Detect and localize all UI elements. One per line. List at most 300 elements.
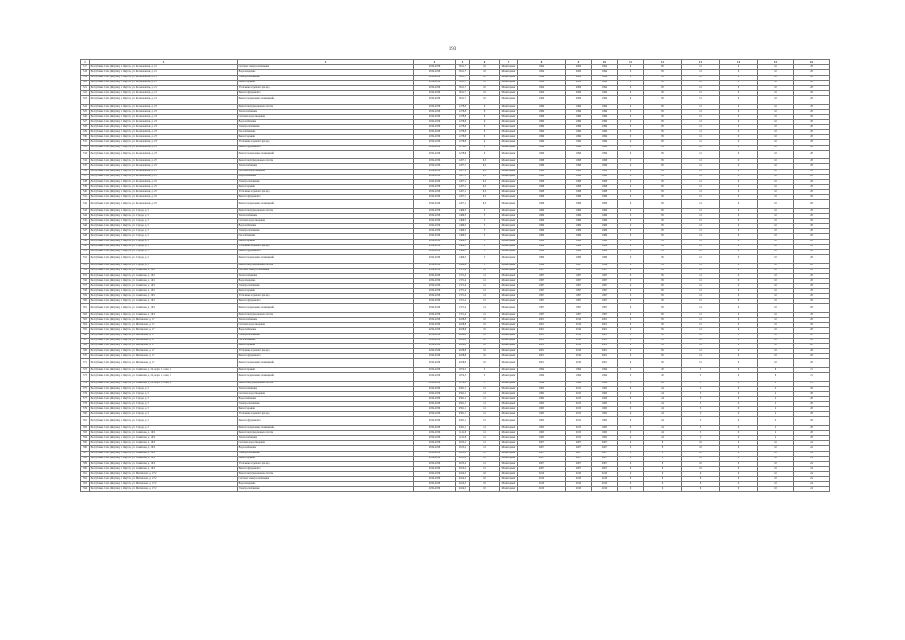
cell-b: 2015 — [566, 417, 592, 426]
table-row — [81, 358, 830, 367]
cell-n: 552 — [81, 254, 90, 263]
cell-per: 2034-2036 — [414, 426, 456, 431]
cell-d: 0 — [618, 65, 644, 70]
cell-n: 553 — [81, 263, 90, 268]
cell-b: 1999 — [566, 130, 592, 135]
cell-y: 1999 — [518, 145, 566, 150]
cell-i: 28 — [794, 169, 830, 174]
cell-src: Мониторинг — [500, 244, 518, 249]
cell-g: 0 — [720, 294, 758, 299]
cell-g: 0 — [720, 391, 758, 396]
cell-src: Мониторинг — [500, 75, 518, 80]
cell-n: 579 — [81, 407, 90, 412]
cell-y: 1997 — [518, 273, 566, 278]
cell-c: 1969 — [592, 254, 618, 263]
cell-per: 2034-2036 — [414, 249, 456, 254]
cell-area: 4168,8 — [456, 338, 470, 343]
cell-y: 1994 — [518, 372, 566, 381]
cell-c: 1999 — [592, 145, 618, 150]
cell-e: 85 — [644, 214, 682, 219]
cell-c: 1995 — [592, 391, 618, 396]
cell-i: 28 — [794, 254, 830, 263]
cell-d: 0 — [618, 482, 644, 487]
cell-work: Ремонт фундамента — [238, 417, 414, 426]
cell-work: Водоотведение — [238, 278, 414, 283]
cell-e: 8 — [644, 441, 682, 446]
cell-e: 8 — [644, 446, 682, 451]
cell-c: 1997 — [592, 299, 618, 304]
cell-e: 85 — [644, 135, 682, 140]
cell-src: Мониторинг — [500, 80, 518, 85]
cell-addr: Республика Саха (Якутия), г. Якутск, ул. Строда, д. 5 — [90, 244, 238, 249]
cell-c: 1998 — [592, 200, 618, 209]
cell-y: 1969 — [518, 219, 566, 224]
cell-n: 556 — [81, 278, 90, 283]
cell-e: 85 — [644, 273, 682, 278]
cell-h: 10 — [758, 120, 794, 125]
cell-n: 576 — [81, 391, 90, 396]
cell-e: 85 — [644, 120, 682, 125]
cell-h: 10 — [758, 169, 794, 174]
cell-y: 2001 — [518, 328, 566, 333]
cell-d: 0 — [618, 313, 644, 318]
cell-i: 28 — [794, 75, 830, 80]
cell-d: 0 — [618, 426, 644, 431]
cell-area: 1469,5 — [456, 224, 470, 229]
cell-b: 1997 — [566, 299, 592, 304]
cell-src: Мониторинг — [500, 109, 518, 114]
cell-g: 0 — [720, 189, 758, 194]
cell-addr: Республика Саха (Якутия), г. Якутск, ул. Космонавтов, д. 25 — [90, 195, 238, 200]
cell-fl: 12 — [470, 426, 500, 431]
cell-fl: 10 — [470, 70, 500, 75]
cell-y: 1998 — [518, 174, 566, 179]
cell-i: 24 — [794, 461, 830, 466]
cell-b: 1994 — [566, 367, 592, 372]
cell-c: 1998 — [592, 184, 618, 189]
cell-fl: 12 — [470, 456, 500, 461]
cell-per: 2034-2036 — [414, 407, 456, 412]
cell-n: 521 — [81, 85, 90, 90]
cell-n: 517 — [81, 65, 90, 70]
cell-fl: 12 — [470, 304, 500, 313]
cell-y: 1997 — [518, 268, 566, 273]
cell-g: 0 — [720, 208, 758, 213]
cell-addr: Республика Саха (Якутия), г. Якутск, ул. Космонавтов, д. 25 — [90, 200, 238, 209]
cell-src: Мониторинг — [500, 358, 518, 367]
cell-fl: 12 — [470, 441, 500, 446]
cell-g: 0 — [720, 109, 758, 114]
cell-work: Ремонт крыши — [238, 367, 414, 372]
cell-y: 2010 — [518, 471, 566, 476]
cell-src: Мониторинг — [500, 333, 518, 338]
cell-n: 541 — [81, 195, 90, 200]
cell-d: 0 — [618, 412, 644, 417]
cell-i: 28 — [794, 348, 830, 353]
cell-work: Ремонт крыши — [238, 135, 414, 140]
cell-i: 28 — [794, 195, 830, 200]
cell-i: 24 — [794, 477, 830, 482]
cell-fl: 12 — [470, 466, 500, 471]
cell-i: 28 — [794, 328, 830, 333]
cell-area: 1469,5 — [456, 229, 470, 234]
cell-work: Электроснабжение — [238, 283, 414, 288]
cell-i: 28 — [794, 164, 830, 169]
cell-e: 85 — [644, 358, 682, 367]
cell-fl: 12 — [470, 294, 500, 299]
cell-fl: 5 — [470, 219, 500, 224]
cell-f: 12 — [682, 219, 720, 224]
cell-fl: 10 — [470, 90, 500, 95]
cell-work: Электроснабжение — [238, 487, 414, 492]
cell-d: 0 — [618, 268, 644, 273]
cell-i: 28 — [794, 150, 830, 159]
cell-fl: 9 — [470, 150, 500, 159]
cell-n: 534 — [81, 159, 90, 164]
cell-g: 0 — [720, 214, 758, 219]
cell-e: 85 — [644, 304, 682, 313]
cell-fl: 10 — [470, 338, 500, 343]
cell-y: 1994 — [518, 65, 566, 70]
cell-work: Ремонт подвальных помещений — [238, 254, 414, 263]
cell-f: 12 — [682, 179, 720, 184]
cell-n: 575 — [81, 386, 90, 391]
cell-y: 1969 — [518, 249, 566, 254]
cell-per: 2034-2036 — [414, 95, 456, 104]
cell-i: 28 — [794, 224, 830, 229]
cell-i: 28 — [794, 431, 830, 436]
cell-c: 2007 — [592, 446, 618, 451]
cell-b: 2007 — [566, 466, 592, 471]
cell-g: 0 — [720, 159, 758, 164]
cell-per: 2034-2036 — [414, 70, 456, 75]
cell-n: 535 — [81, 164, 90, 169]
cell-work: Утепление и ремонт фасада — [238, 412, 414, 417]
cell-n: 543 — [81, 208, 90, 213]
cell-addr: Республика Саха (Якутия), г. Якутск, ул. Космонавтов, д. 21 — [90, 70, 238, 75]
cell-area: 3611,7 — [456, 65, 470, 70]
cell-work: Ремонт подвальных помещений — [238, 304, 414, 313]
cell-work: Система водоотведения — [238, 441, 414, 446]
cell-e: 85 — [644, 343, 682, 348]
cell-src: Мониторинг — [500, 348, 518, 353]
cell-g: 0 — [720, 234, 758, 239]
cell-fl: 10 — [470, 323, 500, 328]
cell-work: Ремонт крыши — [238, 184, 414, 189]
cell-area: 4168,8 — [456, 358, 470, 367]
cell-c: 1994 — [592, 65, 618, 70]
cell-work: Утепление и ремонт фасада — [238, 244, 414, 249]
cell-h: 10 — [758, 263, 794, 268]
cell-d: 0 — [618, 431, 644, 436]
cell-per: 2034-2036 — [414, 268, 456, 273]
cell-d: 0 — [618, 208, 644, 213]
cell-area: 1207,1 — [456, 200, 470, 209]
cell-src: Мониторинг — [500, 407, 518, 412]
cell-n: 569 — [81, 348, 90, 353]
cell-y: 1998 — [518, 169, 566, 174]
cell-per: 2034-2036 — [414, 482, 456, 487]
cell-g: 0 — [720, 407, 758, 412]
cell-per: 2034-2036 — [414, 104, 456, 109]
cell-addr: Республика Саха (Якутия), г. Якутск, ул. Строда, д. 5 — [90, 254, 238, 263]
cell-d: 0 — [618, 229, 644, 234]
cell-i: 28 — [794, 417, 830, 426]
cell-area: 1141,8 — [456, 436, 470, 441]
cell-d: 0 — [618, 294, 644, 299]
cell-e: 85 — [644, 299, 682, 304]
cell-work: Электроснабжение — [238, 229, 414, 234]
cell-b: 2010 — [566, 477, 592, 482]
cell-src: Мониторинг — [500, 436, 518, 441]
cell-h: 10 — [758, 318, 794, 323]
cell-h: 10 — [758, 130, 794, 135]
cell-g: 0 — [720, 338, 758, 343]
cell-src: Мониторинг — [500, 471, 518, 476]
cell-y: 2010 — [518, 487, 566, 492]
cell-e: 24 — [644, 417, 682, 426]
cell-c: 1994 — [592, 372, 618, 381]
cell-fl: 9 — [470, 125, 500, 130]
cell-n: 544 — [81, 214, 90, 219]
cell-e: 20 — [644, 381, 682, 386]
cell-work: Теплоснабжение — [238, 164, 414, 169]
cell-b: 1999 — [566, 135, 592, 140]
cell-h: 2 — [758, 436, 794, 441]
cell-y: 2010 — [518, 477, 566, 482]
cell-c: 1969 — [592, 229, 618, 234]
cell-src: Мониторинг — [500, 95, 518, 104]
cell-h: 10 — [758, 304, 794, 313]
cell-area: 2498,6 — [456, 263, 470, 268]
cell-e: 85 — [644, 159, 682, 164]
cell-addr: Республика Саха (Якутия), г. Якутск, ул. Семёнова, д. 22, корп. 1, секц. 1 — [90, 372, 238, 381]
cell-per: 2034-2036 — [414, 273, 456, 278]
cell-g: 0 — [720, 229, 758, 234]
cell-y: 1994 — [518, 85, 566, 90]
cell-e: 24 — [644, 386, 682, 391]
cell-work: Ремонт подвальных помещений — [238, 426, 414, 431]
cell-per: 2034-2036 — [414, 239, 456, 244]
cell-src: Мониторинг — [500, 396, 518, 401]
cell-work: Система электроснабжения — [238, 65, 414, 70]
cell-y: 2001 — [518, 318, 566, 323]
cell-per: 2034-2036 — [414, 145, 456, 150]
cell-f: 12 — [682, 184, 720, 189]
cell-g: 0 — [720, 70, 758, 75]
cell-i: 28 — [794, 412, 830, 417]
cell-e: 85 — [644, 130, 682, 135]
cell-area: 1278,8 — [456, 109, 470, 114]
cell-n: 531 — [81, 140, 90, 145]
cell-i: 28 — [794, 140, 830, 145]
cell-e: 85 — [644, 289, 682, 294]
cell-d: 0 — [618, 80, 644, 85]
cell-f: 12 — [682, 318, 720, 323]
cell-d: 0 — [618, 219, 644, 224]
cell-area: 1207,1 — [456, 195, 470, 200]
header-cell: 14 — [720, 60, 758, 65]
cell-work: Водоснабжение — [238, 174, 414, 179]
cell-f: 10 — [682, 466, 720, 471]
cell-c: 2010 — [592, 477, 618, 482]
cell-e: 85 — [644, 219, 682, 224]
cell-fl: 12 — [470, 386, 500, 391]
cell-src: Мониторинг — [500, 130, 518, 135]
cell-work: Теплоснабжение — [238, 386, 414, 391]
cell-y: 1969 — [518, 224, 566, 229]
cell-b: 2015 — [566, 391, 592, 396]
cell-work: Газоснабжение — [238, 234, 414, 239]
cell-per: 2034-2036 — [414, 120, 456, 125]
cell-addr: Республика Саха (Якутия), г. Якутск, ул. Мегинская, д. 17 — [90, 338, 238, 343]
cell-i: 21 — [794, 381, 830, 386]
cell-f: 12 — [682, 328, 720, 333]
cell-y: 2001 — [518, 333, 566, 338]
cell-area: 1207,1 — [456, 184, 470, 189]
cell-per: 2034-2036 — [414, 343, 456, 348]
cell-src: Мониторинг — [500, 381, 518, 386]
cell-f: 12 — [682, 244, 720, 249]
cell-e: 85 — [644, 338, 682, 343]
cell-per: 2034-2036 — [414, 114, 456, 119]
cell-c: 2001 — [592, 333, 618, 338]
cell-i: 24 — [794, 441, 830, 446]
cell-d: 0 — [618, 436, 644, 441]
cell-per: 2034-2036 — [414, 244, 456, 249]
cell-work: Электроснабжение — [238, 75, 414, 80]
cell-c: 1994 — [592, 80, 618, 85]
cell-y: 1995 — [518, 386, 566, 391]
cell-work: Теплоснабжение — [238, 109, 414, 114]
cell-h: 10 — [758, 189, 794, 194]
cell-addr: Республика Саха (Якутия), г. Якутск, ул. Мегинская, д. 17 — [90, 343, 238, 348]
cell-g: 0 — [720, 130, 758, 135]
cell-b: 2007 — [566, 446, 592, 451]
cell-e: 85 — [644, 109, 682, 114]
cell-e: 24 — [644, 407, 682, 412]
cell-c: 1996 — [592, 263, 618, 268]
cell-area: 3611,7 — [456, 85, 470, 90]
cell-src: Мониторинг — [500, 263, 518, 268]
cell-n: 587 — [81, 451, 90, 456]
cell-h: 10 — [758, 214, 794, 219]
cell-work: Система водоотведения — [238, 323, 414, 328]
cell-h: 10 — [758, 85, 794, 90]
cell-f: 12 — [682, 200, 720, 209]
cell-h: 10 — [758, 125, 794, 130]
cell-b: 1997 — [566, 273, 592, 278]
cell-y: 2001 — [518, 343, 566, 348]
cell-f: 12 — [682, 283, 720, 288]
cell-b: 2010 — [566, 353, 592, 358]
cell-work: Утепление и ремонт фасада — [238, 294, 414, 299]
cell-f: 12 — [682, 140, 720, 145]
cell-fl: 10 — [470, 75, 500, 80]
cell-src: Мониторинг — [500, 254, 518, 263]
cell-area: 1207,1 — [456, 179, 470, 184]
cell-f: 10 — [682, 446, 720, 451]
cell-d: 0 — [618, 95, 644, 104]
cell-work: Ремонт подвальных помещений — [238, 372, 414, 381]
cell-g: 0 — [720, 254, 758, 263]
cell-n: 588 — [81, 456, 90, 461]
cell-n: 539 — [81, 184, 90, 189]
cell-work: Ремонт внутридомовых систем — [238, 208, 414, 213]
cell-g: 0 — [720, 396, 758, 401]
cell-y: 2007 — [518, 451, 566, 456]
cell-c: 1999 — [592, 109, 618, 114]
cell-area: 1207,1 — [456, 174, 470, 179]
cell-b: 2010 — [566, 333, 592, 338]
cell-f: 12 — [682, 150, 720, 159]
cell-h: 2 — [758, 412, 794, 417]
cell-src: Мониторинг — [500, 299, 518, 304]
cell-i: 28 — [794, 278, 830, 283]
cell-n: 519 — [81, 75, 90, 80]
cell-f: 12 — [682, 109, 720, 114]
cell-work: Ремонт внутридомовых систем — [238, 313, 414, 318]
cell-d: 0 — [618, 234, 644, 239]
cell-work: Система водоотведения — [238, 219, 414, 224]
cell-fl: 10 — [470, 353, 500, 358]
cell-e: 85 — [644, 174, 682, 179]
cell-n: 532 — [81, 145, 90, 150]
cell-i: 28 — [794, 268, 830, 273]
cell-per: 2034-2036 — [414, 358, 456, 367]
cell-h: 10 — [758, 451, 794, 456]
cell-src: Мониторинг — [500, 487, 518, 492]
cell-f: 3 — [682, 391, 720, 396]
cell-f: 12 — [682, 164, 720, 169]
cell-g: 0 — [720, 386, 758, 391]
cell-d: 0 — [618, 263, 644, 268]
cell-g: 0 — [720, 461, 758, 466]
cell-h: 10 — [758, 299, 794, 304]
cell-c: 1969 — [592, 249, 618, 254]
cell-fl: 9 — [470, 104, 500, 109]
cell-addr: Республика Саха (Якутия), г. Якутск, ул. Семёнова, д. 16/2 — [90, 466, 238, 471]
cell-work: Система водоотведения — [238, 391, 414, 396]
cell-c: 1999 — [592, 104, 618, 109]
cell-addr: Республика Саха (Якутия), г. Якутск, ул. Космонавтов, д. 23 — [90, 130, 238, 135]
cell-b: 2010 — [566, 318, 592, 323]
cell-addr: Республика Саха (Якутия), г. Якутск, ул. Строда, д. 5 — [90, 224, 238, 229]
cell-d: 0 — [618, 396, 644, 401]
cell-fl: 9,5 — [470, 200, 500, 209]
cell-area: 1371,4 — [456, 304, 470, 313]
cell-g: 0 — [720, 135, 758, 140]
cell-fl: 12 — [470, 283, 500, 288]
cell-per: 2034-2036 — [414, 402, 456, 407]
cell-n: 577 — [81, 396, 90, 401]
cell-c: 1997 — [592, 289, 618, 294]
cell-h: 10 — [758, 254, 794, 263]
cell-n: 561 — [81, 304, 90, 313]
cell-per: 2034-2036 — [414, 164, 456, 169]
cell-work: Теплоснабжение — [238, 214, 414, 219]
cell-per: 2034-2036 — [414, 278, 456, 283]
cell-d: 0 — [618, 343, 644, 348]
cell-area: 1278,8 — [456, 145, 470, 150]
cell-g: 0 — [720, 249, 758, 254]
cell-d: 0 — [618, 417, 644, 426]
table-row — [81, 95, 830, 104]
cell-y: 1969 — [518, 244, 566, 249]
cell-e: 85 — [644, 189, 682, 194]
cell-addr: Республика Саха (Якутия), г. Якутск, ул. Строда, д. 5 — [90, 426, 238, 431]
cell-area: 4164,5 — [456, 471, 470, 476]
